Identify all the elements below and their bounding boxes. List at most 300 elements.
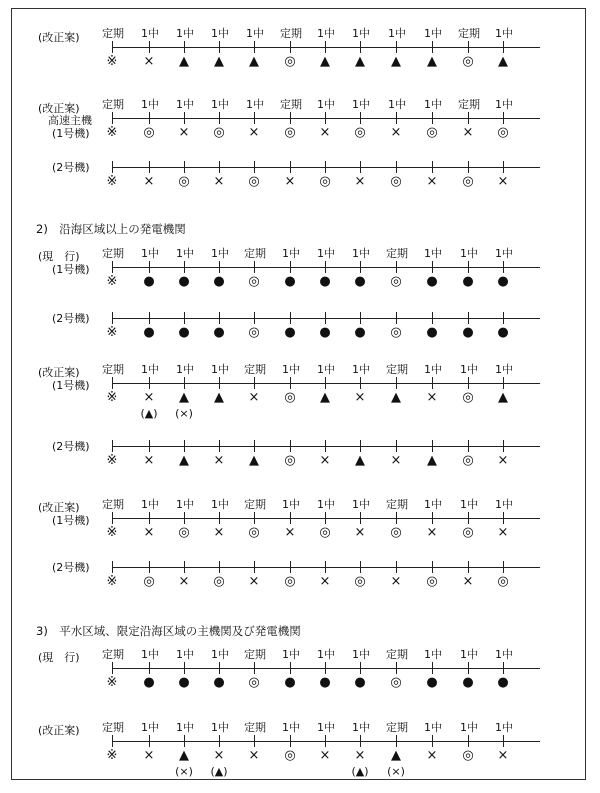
timeline-tick (184, 512, 185, 524)
inspection-mark: ● (213, 675, 225, 690)
timeline-tick (184, 377, 185, 389)
period-label: 1中 (141, 27, 159, 40)
period-label: 1中 (317, 363, 335, 376)
timeline-label: (1号機) (52, 263, 90, 276)
timeline-tick (254, 312, 255, 324)
timeline-tick (184, 662, 185, 674)
timeline-axis (112, 668, 540, 669)
timeline-tick (219, 112, 220, 124)
period-label: 1中 (176, 498, 194, 511)
inspection-mark: ▲ (391, 390, 401, 405)
timeline-tick (503, 561, 504, 573)
timeline-tick (290, 377, 291, 389)
inspection-mark: ◎ (354, 574, 366, 589)
timeline-axis (112, 47, 540, 48)
inspection-mark: ※ (106, 390, 118, 405)
timeline-tick (184, 41, 185, 53)
period-label: 定期 (244, 498, 266, 511)
inspection-mark: ※ (106, 274, 118, 289)
period-label: 1中 (352, 363, 370, 376)
period-label: 1中 (495, 363, 513, 376)
inspection-mark: ◎ (426, 125, 438, 140)
inspection-mark: ※ (106, 325, 118, 340)
period-label: 1中 (246, 98, 264, 111)
inspection-mark: ▲ (249, 54, 259, 69)
timeline-tick (290, 41, 291, 53)
inspection-mark: ◎ (390, 274, 402, 289)
inspection-mark: ◎ (248, 325, 260, 340)
timeline-tick (432, 41, 433, 53)
timeline-label: (1号機) (52, 514, 90, 527)
timeline-label: (改正案) (38, 366, 80, 379)
period-label: 1中 (424, 98, 442, 111)
inspection-mark: × (390, 125, 402, 140)
timeline-label: (2号機) (52, 312, 90, 325)
inspection-mark: ◎ (462, 525, 474, 540)
inspection-mark: ● (497, 325, 509, 340)
inspection-mark: ◎ (462, 54, 474, 69)
timeline-tick (396, 662, 397, 674)
timeline-tick (325, 377, 326, 389)
timeline-tick (503, 662, 504, 674)
timeline-label: (現 行) (38, 651, 80, 664)
timeline-tick (112, 662, 113, 674)
inspection-mark: × (354, 174, 366, 189)
timeline-tick (360, 735, 361, 747)
timeline-tick (149, 377, 150, 389)
timeline-tick (468, 112, 469, 124)
inspection-mark: ● (354, 274, 366, 289)
timeline-axis (112, 318, 540, 319)
timeline-tick (254, 440, 255, 452)
timeline-axis (112, 167, 540, 168)
period-label: 1中 (176, 98, 194, 111)
inspection-mark: ※ (106, 453, 118, 468)
period-label: 1中 (282, 247, 300, 260)
inspection-mark: ◎ (284, 54, 296, 69)
inspection-mark: ◎ (143, 574, 155, 589)
period-label: 1中 (388, 27, 406, 40)
inspection-mark: × (248, 574, 260, 589)
period-label: 1中 (141, 648, 159, 661)
period-label: 1中 (141, 98, 159, 111)
timeline-tick (184, 161, 185, 173)
timeline-tick (184, 440, 185, 452)
timeline-tick (432, 561, 433, 573)
timeline-tick (149, 440, 150, 452)
period-label: 1中 (460, 247, 478, 260)
timeline-tick (360, 440, 361, 452)
timeline-tick (325, 261, 326, 273)
inspection-mark: × (284, 174, 296, 189)
inspection-mark: × (462, 125, 474, 140)
timeline-label: (2号機) (52, 561, 90, 574)
period-label: 1中 (495, 27, 513, 40)
inspection-mark: ● (354, 675, 366, 690)
timeline-tick (325, 312, 326, 324)
inspection-mark: × (213, 453, 225, 468)
timeline-tick (219, 512, 220, 524)
timeline-tick (149, 312, 150, 324)
inspection-mark: × (213, 525, 225, 540)
period-label: 1中 (317, 648, 335, 661)
timeline-tick (325, 735, 326, 747)
timeline-tick (432, 312, 433, 324)
inspection-mark: ● (354, 325, 366, 340)
period-label: 定期 (102, 247, 124, 260)
period-label: 1中 (424, 363, 442, 376)
inspection-mark: × (462, 574, 474, 589)
timeline-tick (254, 561, 255, 573)
timeline-tick (432, 112, 433, 124)
inspection-mark: ▲ (391, 748, 401, 763)
timeline-tick (112, 161, 113, 173)
timeline-label: (改正案) (38, 501, 80, 514)
timeline-tick (290, 512, 291, 524)
section-2-title: 2) 沿海区域以上の発電機関 (36, 222, 186, 236)
timeline-tick (396, 261, 397, 273)
inspection-mark: ● (426, 675, 438, 690)
timeline-tick (503, 312, 504, 324)
period-label: 1中 (424, 247, 442, 260)
timeline-tick (325, 161, 326, 173)
inspection-mark: × (143, 748, 155, 763)
timeline-tick (290, 161, 291, 173)
timeline-tick (149, 662, 150, 674)
timeline-tick (396, 112, 397, 124)
timeline-tick (325, 662, 326, 674)
timeline-tick (360, 312, 361, 324)
timeline-tick (112, 512, 113, 524)
timeline-label: (改正案) (38, 102, 80, 115)
timeline-tick (325, 512, 326, 524)
inspection-mark: ◎ (319, 174, 331, 189)
inspection-mark: ◎ (284, 453, 296, 468)
period-label: 1中 (424, 498, 442, 511)
alternate-mark: (×) (175, 765, 193, 778)
period-label: 1中 (495, 498, 513, 511)
timeline-label: (2号機) (52, 161, 90, 174)
inspection-mark: × (497, 453, 509, 468)
inspection-mark: ◎ (213, 125, 225, 140)
period-label: 1中 (282, 648, 300, 661)
period-label: 1中 (495, 98, 513, 111)
timeline-tick (503, 112, 504, 124)
timeline-tick (503, 161, 504, 173)
period-label: 1中 (352, 27, 370, 40)
inspection-mark: × (284, 525, 296, 540)
timeline-tick (149, 735, 150, 747)
inspection-mark: ▲ (179, 54, 189, 69)
inspection-mark: ▲ (391, 54, 401, 69)
inspection-mark: ● (497, 675, 509, 690)
period-label: 1中 (495, 721, 513, 734)
inspection-mark: ◎ (390, 675, 402, 690)
timeline-tick (290, 312, 291, 324)
period-label: 定期 (458, 98, 480, 111)
period-label: 1中 (211, 247, 229, 260)
timeline-tick (112, 261, 113, 273)
timeline-tick (149, 512, 150, 524)
timeline-tick (360, 112, 361, 124)
period-label: 定期 (102, 363, 124, 376)
timeline-tick (184, 312, 185, 324)
inspection-mark: × (426, 748, 438, 763)
inspection-mark: × (426, 390, 438, 405)
inspection-mark: ◎ (319, 525, 331, 540)
timeline-tick (468, 161, 469, 173)
timeline-axis (112, 118, 540, 119)
timeline-tick (184, 112, 185, 124)
inspection-mark: ◎ (390, 325, 402, 340)
inspection-mark: ● (284, 274, 296, 289)
timeline-tick (149, 112, 150, 124)
timeline-axis (112, 383, 540, 384)
period-label: 1中 (176, 247, 194, 260)
timeline-tick (468, 312, 469, 324)
inspection-mark: ◎ (497, 125, 509, 140)
period-label: 定期 (244, 721, 266, 734)
inspection-mark: ◎ (248, 525, 260, 540)
timeline-tick (432, 261, 433, 273)
timeline-tick (254, 662, 255, 674)
inspection-mark: ※ (106, 748, 118, 763)
timeline-tick (290, 440, 291, 452)
period-label: 定期 (386, 721, 408, 734)
timeline-tick (432, 440, 433, 452)
timeline-tick (468, 261, 469, 273)
period-label: 定期 (386, 247, 408, 260)
inspection-mark: ● (178, 274, 190, 289)
inspection-mark: × (143, 453, 155, 468)
period-label: 1中 (211, 648, 229, 661)
inspection-mark: × (497, 174, 509, 189)
period-label: 1中 (424, 27, 442, 40)
timeline-tick (396, 161, 397, 173)
period-label: 1中 (211, 363, 229, 376)
inspection-mark: × (178, 125, 190, 140)
inspection-mark: × (390, 574, 402, 589)
inspection-mark: ▲ (498, 390, 508, 405)
period-label: 1中 (282, 363, 300, 376)
period-label: 1中 (424, 721, 442, 734)
inspection-mark: ▲ (179, 390, 189, 405)
timeline-axis (112, 567, 540, 568)
timeline-tick (254, 512, 255, 524)
inspection-mark: × (248, 390, 260, 405)
inspection-mark: ◎ (143, 125, 155, 140)
inspection-mark: ◎ (178, 525, 190, 540)
period-label: 1中 (460, 363, 478, 376)
inspection-mark: × (213, 174, 225, 189)
timeline-tick (112, 377, 113, 389)
inspection-mark: ● (284, 325, 296, 340)
timeline-tick (360, 512, 361, 524)
inspection-mark: ● (143, 274, 155, 289)
period-label: 1中 (352, 498, 370, 511)
inspection-mark: × (319, 453, 331, 468)
inspection-mark: ▲ (355, 54, 365, 69)
inspection-mark: ◎ (426, 574, 438, 589)
inspection-mark: ● (284, 675, 296, 690)
period-label: 定期 (102, 98, 124, 111)
inspection-mark: × (143, 54, 155, 69)
timeline-tick (219, 41, 220, 53)
timeline-label: (改正案) (38, 31, 80, 44)
inspection-mark: ▲ (320, 54, 330, 69)
timeline-label: (1号機) (52, 127, 90, 140)
timeline-tick (112, 41, 113, 53)
timeline-tick (396, 377, 397, 389)
alternate-mark: (▲) (140, 407, 158, 420)
timeline-axis (112, 267, 540, 268)
inspection-mark: × (426, 525, 438, 540)
timeline-tick (149, 41, 150, 53)
inspection-mark: ◎ (284, 125, 296, 140)
inspection-mark: ※ (106, 54, 118, 69)
period-label: 定期 (102, 27, 124, 40)
inspection-mark: ● (143, 675, 155, 690)
timeline-tick (112, 561, 113, 573)
inspection-mark: × (143, 390, 155, 405)
timeline-tick (184, 561, 185, 573)
timeline-tick (290, 112, 291, 124)
timeline-tick (503, 735, 504, 747)
inspection-mark: ● (462, 325, 474, 340)
period-label: 1中 (460, 498, 478, 511)
period-label: 1中 (460, 648, 478, 661)
inspection-mark: ● (462, 675, 474, 690)
timeline-label: (2号機) (52, 440, 90, 453)
period-label: 1中 (317, 98, 335, 111)
timeline-label: (改正案) (38, 724, 80, 737)
inspection-mark: × (390, 453, 402, 468)
inspection-mark: × (497, 525, 509, 540)
inspection-mark: × (143, 525, 155, 540)
inspection-mark: ◎ (213, 574, 225, 589)
period-label: 1中 (352, 721, 370, 734)
timeline-tick (254, 161, 255, 173)
inspection-mark: × (497, 748, 509, 763)
timeline-tick (396, 561, 397, 573)
period-label: 1中 (211, 98, 229, 111)
alternate-mark: (×) (387, 765, 405, 778)
inspection-mark: ▲ (179, 748, 189, 763)
inspection-mark: × (354, 525, 366, 540)
inspection-mark: ▲ (179, 453, 189, 468)
alternate-mark: (×) (175, 407, 193, 420)
timeline-tick (396, 735, 397, 747)
inspection-mark: ● (178, 325, 190, 340)
timeline-tick (325, 112, 326, 124)
period-label: 1中 (141, 247, 159, 260)
period-label: 1中 (352, 247, 370, 260)
timeline-tick (219, 312, 220, 324)
inspection-mark: ● (319, 325, 331, 340)
inspection-mark: ▲ (214, 390, 224, 405)
timeline-tick (219, 662, 220, 674)
period-label: 1中 (176, 721, 194, 734)
inspection-mark: ● (213, 274, 225, 289)
inspection-mark: ※ (106, 574, 118, 589)
inspection-mark: ※ (106, 525, 118, 540)
timeline-tick (396, 41, 397, 53)
inspection-mark: ※ (106, 174, 118, 189)
inspection-mark: × (143, 174, 155, 189)
timeline-tick (325, 41, 326, 53)
timeline-tick (468, 440, 469, 452)
inspection-mark: ◎ (284, 390, 296, 405)
timeline-tick (396, 312, 397, 324)
timeline-tick (149, 161, 150, 173)
period-label: 1中 (141, 363, 159, 376)
period-label: 1中 (352, 98, 370, 111)
inspection-mark: ● (178, 675, 190, 690)
inspection-mark: ◎ (248, 675, 260, 690)
period-label: 1中 (176, 648, 194, 661)
inspection-mark: ▲ (249, 453, 259, 468)
period-label: 定期 (386, 363, 408, 376)
inspection-mark: ◎ (462, 453, 474, 468)
timeline-tick (149, 261, 150, 273)
period-label: 1中 (282, 721, 300, 734)
period-label: 定期 (102, 498, 124, 511)
period-label: 定期 (280, 98, 302, 111)
inspection-mark: × (178, 574, 190, 589)
inspection-mark: × (248, 748, 260, 763)
inspection-mark: ◎ (354, 125, 366, 140)
timeline-tick (360, 662, 361, 674)
inspection-mark: ▲ (498, 54, 508, 69)
inspection-mark: ◎ (248, 274, 260, 289)
timeline-tick (468, 512, 469, 524)
period-label: 1中 (352, 648, 370, 661)
period-label: 1中 (211, 498, 229, 511)
timeline-tick (112, 440, 113, 452)
inspection-mark: ◎ (462, 748, 474, 763)
inspection-mark: ◎ (178, 174, 190, 189)
period-label: 1中 (282, 498, 300, 511)
timeline-tick (219, 261, 220, 273)
inspection-mark: ● (497, 274, 509, 289)
inspection-mark: × (319, 574, 331, 589)
timeline-axis (112, 518, 540, 519)
timeline-tick (254, 377, 255, 389)
timeline-tick (254, 735, 255, 747)
period-label: 1中 (176, 363, 194, 376)
inspection-mark: × (248, 125, 260, 140)
period-label: 1中 (388, 98, 406, 111)
period-label: 1中 (317, 721, 335, 734)
inspection-mark: ▲ (427, 54, 437, 69)
timeline-tick (149, 561, 150, 573)
period-label: 定期 (244, 247, 266, 260)
period-label: 定期 (244, 648, 266, 661)
period-label: 定期 (458, 27, 480, 40)
inspection-mark: ▲ (427, 453, 437, 468)
period-label: 1中 (317, 498, 335, 511)
inspection-mark: ● (426, 325, 438, 340)
timeline-tick (468, 561, 469, 573)
timeline-tick (432, 662, 433, 674)
period-label: 定期 (386, 498, 408, 511)
timeline-tick (254, 261, 255, 273)
period-label: 1中 (495, 247, 513, 260)
inspection-mark: ◎ (284, 574, 296, 589)
period-label: 1中 (495, 648, 513, 661)
inspection-mark: ● (462, 274, 474, 289)
timeline-tick (396, 512, 397, 524)
